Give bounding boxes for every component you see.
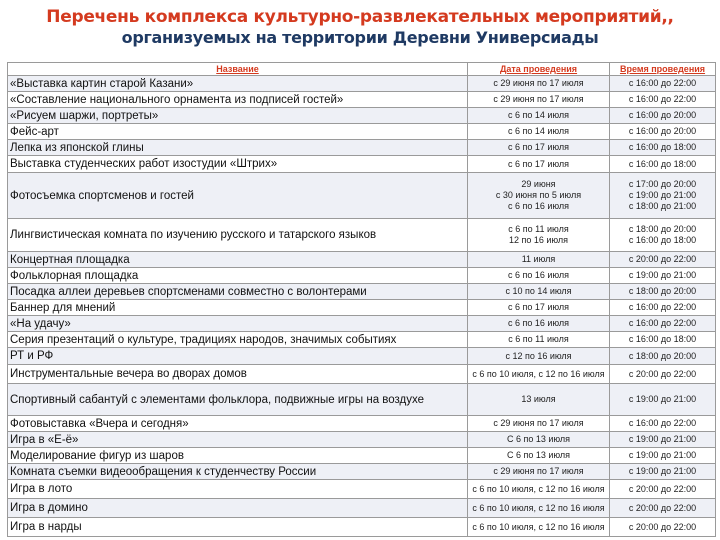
event-date-cell <box>468 268 610 284</box>
event-time-cell <box>610 499 716 518</box>
event-time: с 20:00 до 22:00 <box>628 483 697 494</box>
table-row <box>8 384 716 416</box>
event-time: с 16:00 до 20:00 <box>628 110 697 120</box>
event-date: с 6 по 11 июля <box>508 334 569 344</box>
event-time-cell <box>610 332 716 348</box>
event-date: с 6 по 16 июля <box>507 201 570 211</box>
event-time: с 18:00 до 20:00 <box>628 224 697 234</box>
event-time: с 20:00 до 22:00 <box>628 254 697 264</box>
event-name: Инструментальные вечера во дворах домов <box>8 365 468 384</box>
event-time-cell <box>610 316 716 332</box>
event-name: «Выставка картин старой Казани» <box>8 76 468 92</box>
event-date-cell <box>468 219 610 252</box>
event-time-cell <box>610 140 716 156</box>
event-time: с 16:00 до 22:00 <box>628 94 697 104</box>
event-time: с 20:00 до 22:00 <box>628 368 697 379</box>
event-date: с 6 по 14 июля <box>507 126 570 136</box>
column-header-date: Дата проведения <box>468 63 610 76</box>
event-time-cell <box>610 365 716 384</box>
event-time: с 16:00 до 22:00 <box>628 418 697 428</box>
table-row <box>8 124 716 140</box>
event-name: Баннер для мнений <box>8 300 468 316</box>
table-row <box>8 480 716 499</box>
table-row <box>8 284 716 300</box>
event-time-cell <box>610 518 716 537</box>
event-name: Концертная площадка <box>8 252 468 268</box>
event-name: Игра в нарды <box>8 518 468 537</box>
event-time: с 18:00 до 21:00 <box>628 201 697 211</box>
table-row <box>8 252 716 268</box>
event-date-cell <box>468 316 610 332</box>
event-time-cell <box>610 464 716 480</box>
event-date-cell <box>468 252 610 268</box>
table-row <box>8 416 716 432</box>
table-row <box>8 432 716 448</box>
event-name: Серия презентаций о культуре, традициях народов, значимых событиях <box>8 332 468 348</box>
event-name: Выставка студенческих работ изостудии «Штрих» <box>8 156 468 173</box>
event-time: с 16:00 до 22:00 <box>628 318 697 328</box>
table-row <box>8 219 716 252</box>
event-time-cell <box>610 384 716 416</box>
event-time: с 19:00 до 21:00 <box>628 270 697 280</box>
page-title-block <box>0 6 720 48</box>
event-date: с 10 по 14 июля <box>505 286 572 296</box>
event-date: с 29 июня по 17 июля <box>493 94 584 104</box>
event-time: с 19:00 до 21:00 <box>628 450 697 460</box>
event-date: с 6 по 10 июля, с 12 по 16 июля <box>472 521 605 532</box>
event-time: с 16:00 до 22:00 <box>628 302 697 312</box>
event-name: Фотосъемка спортсменов и гостей <box>8 173 468 219</box>
event-time-cell <box>610 284 716 300</box>
event-date: с 6 по 16 июля <box>507 318 570 328</box>
event-date-cell <box>468 365 610 384</box>
event-time-cell <box>610 348 716 365</box>
event-date-cell <box>468 284 610 300</box>
table-row <box>8 316 716 332</box>
event-date: с 6 по 11 июля <box>508 224 569 234</box>
column-header-time: Время проведения <box>610 63 716 76</box>
event-date-cell <box>468 432 610 448</box>
table-row <box>8 140 716 156</box>
event-name: Лепка из японской глины <box>8 140 468 156</box>
event-time: с 20:00 до 22:00 <box>628 521 697 532</box>
event-time: с 19:00 до 21:00 <box>628 434 697 444</box>
event-date: с 6 по 16 июля <box>507 270 570 280</box>
table-row <box>8 518 716 537</box>
event-time-cell <box>610 156 716 173</box>
event-date-cell <box>468 92 610 108</box>
table-row <box>8 348 716 365</box>
event-date-cell <box>468 348 610 365</box>
event-time-cell <box>610 416 716 432</box>
event-date: с 6 по 17 июля <box>507 142 570 152</box>
event-name: Посадка аллеи деревьев спортсменами совместно с волонтерами <box>8 284 468 300</box>
table-row <box>8 156 716 173</box>
event-date-cell <box>468 384 610 416</box>
event-time-cell <box>610 252 716 268</box>
event-time-cell <box>610 300 716 316</box>
events-table <box>7 62 716 537</box>
event-date: с 29 июня по 17 июля <box>493 466 584 476</box>
event-date-cell <box>468 124 610 140</box>
event-date-cell <box>468 499 610 518</box>
event-time-cell <box>610 432 716 448</box>
event-time: с 16:00 до 18:00 <box>628 235 697 245</box>
event-time: с 16:00 до 18:00 <box>628 142 697 152</box>
event-date: с 6 по 14 июля <box>507 110 570 120</box>
table-row <box>8 300 716 316</box>
event-time: с 19:00 до 21:00 <box>628 394 697 404</box>
event-date-cell <box>468 300 610 316</box>
event-name: «Составление национального орнамента из подписей гостей» <box>8 92 468 108</box>
event-name: Моделирование фигур из шаров <box>8 448 468 464</box>
event-date: с 30 июня по 5 июля <box>495 190 582 200</box>
event-time-cell <box>610 124 716 140</box>
table-row <box>8 173 716 219</box>
event-time: с 16:00 до 20:00 <box>628 126 697 136</box>
event-time-cell <box>610 76 716 92</box>
column-header-name: Название <box>8 63 468 76</box>
event-date-cell <box>468 416 610 432</box>
event-time-cell <box>610 480 716 499</box>
event-date: 29 июня <box>521 179 556 189</box>
page-title-line1: Перечень комплекса культурно-развлекательных мероприятий,, <box>46 7 674 27</box>
table-row <box>8 448 716 464</box>
event-time: с 19:00 до 21:00 <box>628 190 697 200</box>
event-date-cell <box>468 480 610 499</box>
event-date-cell <box>468 140 610 156</box>
table-row <box>8 92 716 108</box>
event-date: с 6 по 10 июля, с 12 по 16 июля <box>472 502 605 513</box>
event-date-cell <box>468 332 610 348</box>
event-date: с 6 по 17 июля <box>507 302 570 312</box>
event-date: с 29 июня по 17 июля <box>493 78 584 88</box>
table-row <box>8 365 716 384</box>
event-date-cell <box>468 76 610 92</box>
event-name: Игра в «Е-ё» <box>8 432 468 448</box>
event-date-cell <box>468 464 610 480</box>
table-body <box>8 76 716 537</box>
event-date: с 12 по 16 июля <box>505 350 572 361</box>
event-time-cell <box>610 92 716 108</box>
event-name: Игра в лото <box>8 480 468 499</box>
event-name: Игра в домино <box>8 499 468 518</box>
table-row <box>8 464 716 480</box>
event-time-cell <box>610 173 716 219</box>
event-time: с 18:00 до 20:00 <box>628 286 697 296</box>
event-time: с 19:00 до 21:00 <box>628 466 697 476</box>
event-date: с 6 по 10 июля, с 12 по 16 июля <box>472 368 605 379</box>
event-name: Фейс-арт <box>8 124 468 140</box>
event-time: с 16:00 до 18:00 <box>628 158 697 169</box>
table-header-row <box>8 63 716 76</box>
event-time: с 16:00 до 18:00 <box>628 334 697 344</box>
event-date-cell <box>468 448 610 464</box>
table-row <box>8 76 716 92</box>
event-time: с 18:00 до 20:00 <box>628 350 697 361</box>
event-time: с 17:00 до 20:00 <box>628 179 697 189</box>
event-time-cell <box>610 448 716 464</box>
page-title-line2: организуемых на территории Деревни Универсиады <box>121 28 599 47</box>
event-date-cell <box>468 108 610 124</box>
event-date-cell <box>468 156 610 173</box>
event-time: с 20:00 до 22:00 <box>628 502 697 513</box>
event-name: «На удачу» <box>8 316 468 332</box>
event-time-cell <box>610 108 716 124</box>
event-date-cell <box>468 173 610 219</box>
event-name: Фотовыставка «Вчера и сегодня» <box>8 416 468 432</box>
event-name: Лингвистическая комната по изучению русского и татарского языков <box>8 219 468 252</box>
event-date: 11 июля <box>521 254 556 264</box>
table-row <box>8 268 716 284</box>
event-name: «Рисуем шаржи, портреты» <box>8 108 468 124</box>
event-date-cell <box>468 518 610 537</box>
event-time-cell <box>610 219 716 252</box>
event-name: Спортивный сабантуй с элементами фольклора, подвижные игры на воздухе <box>8 384 468 416</box>
table-row <box>8 108 716 124</box>
event-date: С 6 по 13 июля <box>506 434 571 444</box>
event-date: с 6 по 10 июля, с 12 по 16 июля <box>472 483 605 494</box>
event-time: с 16:00 до 22:00 <box>628 78 697 88</box>
table-row <box>8 499 716 518</box>
event-date: С 6 по 13 июля <box>506 450 571 460</box>
table-row <box>8 332 716 348</box>
event-name: Комната съемки видеообращения к студенчеству России <box>8 464 468 480</box>
event-name: Фольклорная площадка <box>8 268 468 284</box>
event-date: 13 июля <box>521 394 556 404</box>
event-name: РТ и РФ <box>8 348 468 365</box>
event-date: с 6 по 17 июля <box>507 158 570 169</box>
event-date: с 29 июня по 17 июля <box>493 418 584 428</box>
event-time-cell <box>610 268 716 284</box>
event-date: 12 по 16 июля <box>508 235 569 245</box>
